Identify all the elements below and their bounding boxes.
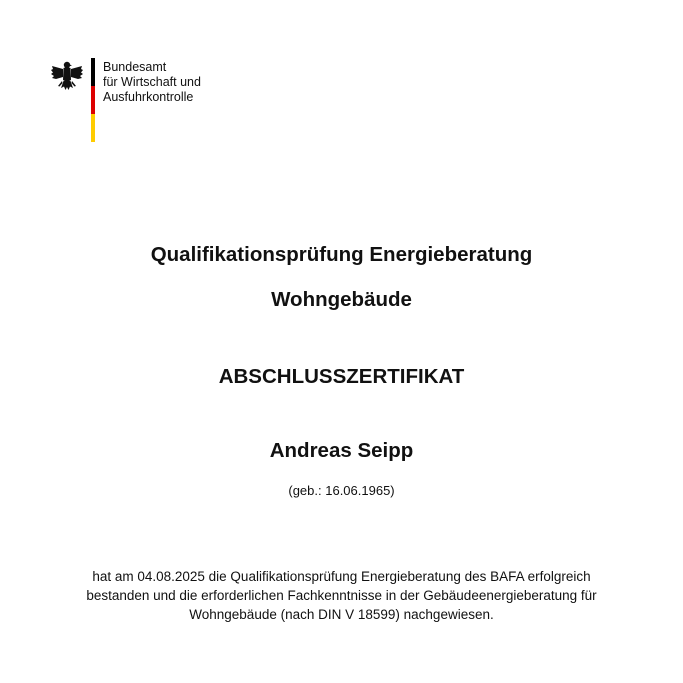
statement-line: bestanden und die erforderlichen Fachkenntnisse in der Gebäudeenergieberatung für: [86, 588, 597, 603]
holder-name: Andreas Seipp: [269, 439, 414, 462]
statement-line: Wohngebäude (nach DIN V 18599) nachgewiesen.: [189, 607, 494, 622]
flag-stripe-black: [91, 58, 95, 86]
certificate-heading: ABSCHLUSSZERTIFIKAT: [218, 365, 465, 388]
german-flag-bar: [91, 58, 95, 142]
federal-eagle-icon: [50, 60, 84, 96]
agency-name-line: Ausfuhrkontrolle: [103, 90, 194, 104]
agency-name: [103, 60, 201, 105]
certificate-title-line2: Wohngebäude: [271, 288, 412, 311]
statement-line: hat am 04.08.2025 die Qualifikationsprüfung Energieberatung des BAFA erfolgreich: [92, 569, 591, 584]
flag-stripe-red: [91, 86, 95, 114]
certificate-title-line1: Qualifikationsprüfung Energieberatung: [150, 243, 533, 266]
flag-stripe-gold: [91, 114, 95, 142]
agency-name-line: für Wirtschaft und: [103, 75, 201, 89]
certificate-statement: [30, 567, 653, 624]
agency-name-line: Bundesamt: [103, 60, 167, 74]
birth-date: (geb.: 16.06.1965): [288, 483, 395, 498]
